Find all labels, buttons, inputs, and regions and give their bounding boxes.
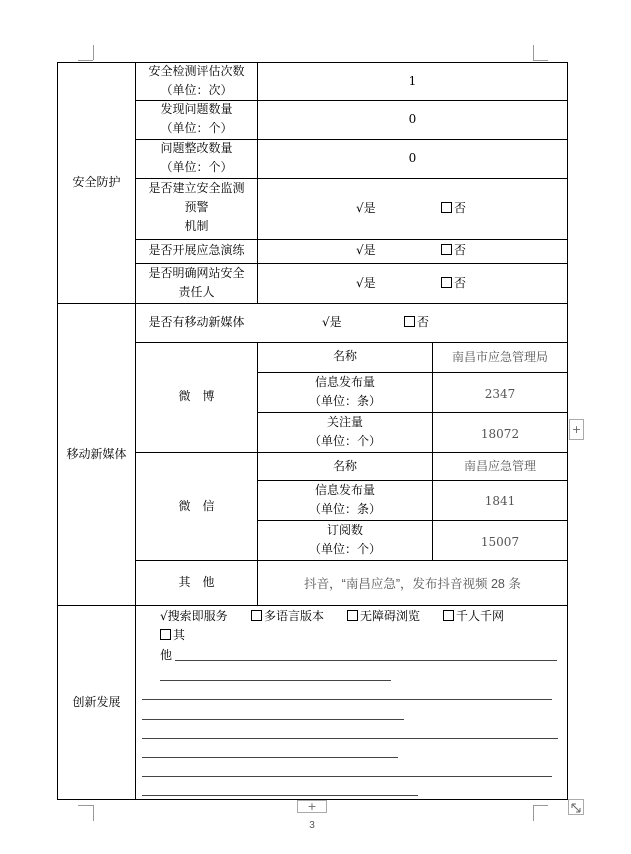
weibo-name-value: 南昌市应急管理局 [451, 350, 548, 364]
checkbox-icon [441, 244, 452, 255]
crop-mark [533, 45, 534, 60]
checkbox-icon [441, 202, 452, 213]
weibo-posts-value: 2347 [484, 387, 516, 401]
weibo-follow-value: 18072 [480, 427, 520, 441]
checkbox-icon [443, 610, 454, 621]
security-row-value: 0 [408, 151, 417, 165]
add-row-button[interactable]: + [297, 800, 327, 813]
innovation-section-label: 创新发展 [72, 695, 121, 709]
crop-mark [93, 45, 94, 60]
drill-yes-option[interactable]: √是 [356, 243, 376, 257]
has-media-label: 是否有移动新媒体 [148, 315, 245, 329]
has-media-yes-option[interactable]: √是 [322, 315, 342, 329]
drill-no-option[interactable]: 否 [441, 241, 466, 260]
security-row-value: 0 [408, 112, 417, 126]
crop-mark [78, 805, 93, 806]
responsible-no-option[interactable]: 否 [441, 274, 466, 293]
weibo-follow-label: 关注量 （单位：个） [308, 415, 381, 448]
wechat-name-value: 南昌应急管理 [463, 459, 536, 473]
resize-handle-icon[interactable] [568, 799, 584, 815]
checkbox-icon [404, 316, 415, 327]
checkbox-icon [441, 277, 452, 288]
crop-mark [93, 805, 94, 821]
monitoring-yes-option[interactable]: √是 [356, 201, 376, 215]
crop-mark [533, 60, 548, 61]
security-row-value: 1 [408, 74, 417, 88]
responsible-yes-option[interactable]: √是 [356, 276, 376, 290]
wechat-subs-value: 15007 [480, 535, 520, 549]
security-row-label: 问题整改数量 （单位：个） [160, 141, 233, 174]
drill-label: 是否开展应急演练 [148, 243, 245, 257]
page-number: 3 [309, 820, 315, 831]
monitoring-no-option[interactable]: 否 [441, 199, 466, 218]
crop-mark [533, 805, 534, 821]
checkbox-icon [160, 629, 171, 640]
monitoring-label: 是否建立安全监测 预警 机制 [148, 181, 245, 233]
checkbox-icon [251, 610, 262, 621]
innovation-accessible-option[interactable]: 无障碍浏览 [347, 607, 420, 626]
innovation-multilang-option[interactable]: 多语言版本 [251, 607, 324, 626]
wechat-posts-label: 信息发布量 （单位：条） [308, 483, 381, 516]
weibo-posts-label: 信息发布量 （单位：条） [308, 375, 381, 408]
checkbox-icon [347, 610, 358, 621]
innovation-other-option-cont: 他 [160, 648, 173, 662]
crop-mark [78, 60, 93, 61]
security-section-label: 安全防护 [72, 175, 121, 189]
weibo-label: 微 博 [178, 389, 215, 403]
innovation-personal-option[interactable]: 千人千网 [443, 607, 504, 626]
other-media-value: 抖音，“南昌应急”，发布抖音视频 28 条 [304, 577, 521, 591]
media-section-label: 移动新媒体 [66, 447, 127, 461]
security-row-label: 安全检测评估次数 （单位：次） [148, 64, 245, 97]
wechat-name-label: 名称 [332, 459, 357, 473]
add-column-button[interactable]: + [569, 419, 584, 440]
weibo-name-label: 名称 [332, 349, 357, 363]
crop-mark [533, 805, 548, 806]
innovation-search-option[interactable]: √搜索即服务 [160, 609, 228, 623]
wechat-subs-label: 订阅数 （单位：个） [308, 523, 381, 556]
has-media-no-option[interactable]: 否 [404, 313, 429, 332]
responsible-label: 是否明确网站安全 责任人 [148, 266, 245, 299]
innovation-other-option[interactable]: 其 [160, 626, 185, 645]
wechat-posts-value: 1841 [484, 494, 516, 508]
wechat-label: 微 信 [178, 499, 215, 513]
other-media-label: 其 他 [178, 575, 215, 589]
security-row-label: 发现问题数量 （单位：个） [160, 102, 233, 135]
